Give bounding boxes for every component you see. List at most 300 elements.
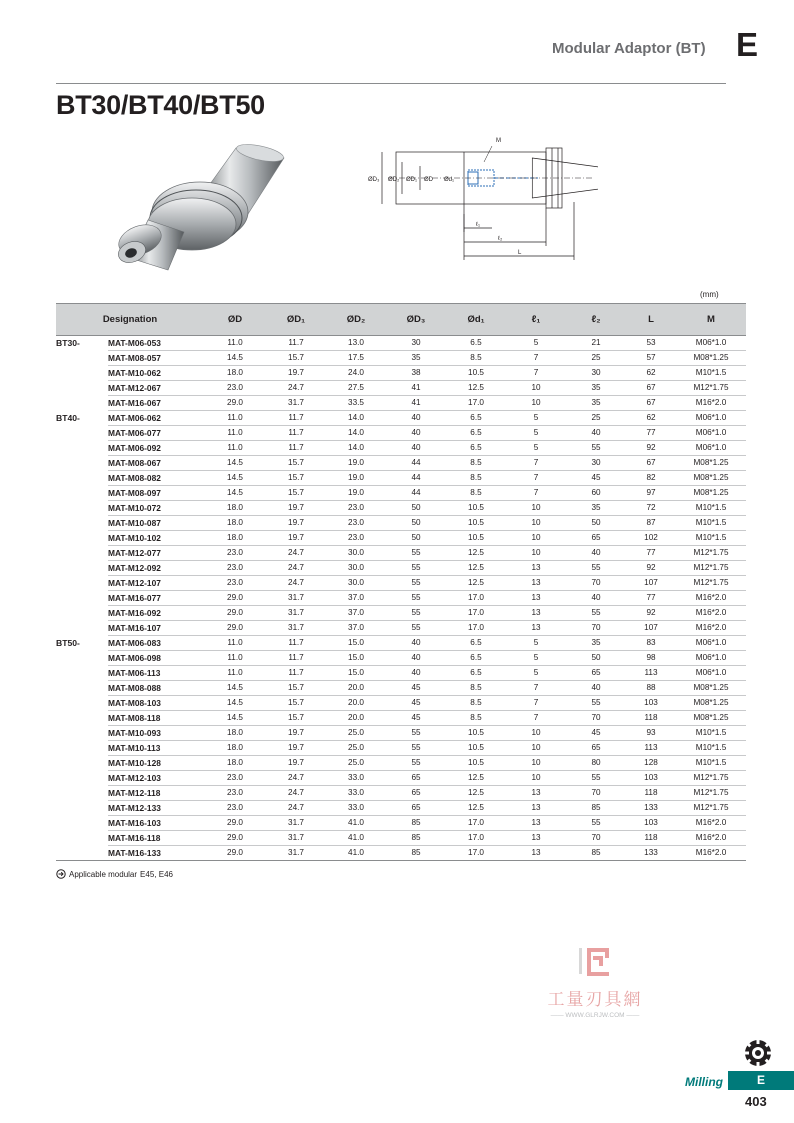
value-cell: 11.7	[266, 666, 326, 681]
value-cell: 55	[566, 696, 626, 711]
designation-cell: MAT-M06-092	[108, 441, 204, 456]
value-cell: 12.5	[446, 561, 506, 576]
value-cell: 93	[626, 726, 676, 741]
value-cell: 10	[506, 381, 566, 396]
value-cell: 82	[626, 471, 676, 486]
label-m: M	[496, 138, 501, 144]
value-cell: 19.0	[326, 471, 386, 486]
value-cell: M16*2.0	[676, 621, 746, 636]
watermark	[520, 946, 670, 1019]
label-l2: ℓ₂	[498, 236, 503, 242]
value-cell: 55	[386, 591, 446, 606]
value-cell: 62	[626, 411, 676, 426]
value-cell: 35	[566, 501, 626, 516]
value-cell: 40	[386, 426, 446, 441]
designation-cell: MAT-M12-103	[108, 771, 204, 786]
value-cell: 17.5	[326, 351, 386, 366]
value-cell: M06*1.0	[676, 411, 746, 426]
arrow-circle-icon	[56, 869, 66, 879]
table-row	[56, 396, 746, 411]
value-cell: 88	[626, 681, 676, 696]
col-m: M	[676, 304, 746, 336]
value-cell: 13	[506, 606, 566, 621]
group-label	[56, 486, 108, 501]
value-cell: 85	[566, 801, 626, 816]
value-cell: M10*1.5	[676, 501, 746, 516]
value-cell: 29.0	[204, 606, 266, 621]
designation-cell: MAT-M10-093	[108, 726, 204, 741]
table-row	[56, 531, 746, 546]
value-cell: 55	[566, 606, 626, 621]
table-row	[56, 426, 746, 441]
value-cell: M06*1.0	[676, 636, 746, 651]
table-row	[56, 366, 746, 381]
value-cell: 24.0	[326, 366, 386, 381]
value-cell: 133	[626, 846, 676, 861]
value-cell: 10.5	[446, 756, 506, 771]
designation-cell: MAT-M06-083	[108, 636, 204, 651]
value-cell: 103	[626, 771, 676, 786]
value-cell: 17.0	[446, 831, 506, 846]
value-cell: 37.0	[326, 591, 386, 606]
value-cell: 70	[566, 576, 626, 591]
value-cell: 44	[386, 486, 446, 501]
value-cell: 40	[386, 636, 446, 651]
value-cell: 15.0	[326, 636, 386, 651]
col-odd1: Ød₁	[446, 304, 506, 336]
group-label	[56, 771, 108, 786]
value-cell: 40	[386, 411, 446, 426]
value-cell: 44	[386, 471, 446, 486]
value-cell: 118	[626, 831, 676, 846]
table-header-row	[56, 304, 746, 336]
value-cell: 10	[506, 501, 566, 516]
designation-cell: MAT-M16-092	[108, 606, 204, 621]
value-cell: 25	[566, 411, 626, 426]
value-cell: 118	[626, 711, 676, 726]
value-cell: 19.7	[266, 756, 326, 771]
value-cell: 128	[626, 756, 676, 771]
value-cell: 40	[386, 441, 446, 456]
designation-cell: MAT-M16-103	[108, 816, 204, 831]
value-cell: 17.0	[446, 591, 506, 606]
value-cell: 18.0	[204, 726, 266, 741]
designation-cell: MAT-M12-092	[108, 561, 204, 576]
value-cell: 14.5	[204, 696, 266, 711]
designation-cell: MAT-M08-057	[108, 351, 204, 366]
value-cell: M06*1.0	[676, 336, 746, 351]
group-label	[56, 561, 108, 576]
group-label	[56, 756, 108, 771]
value-cell: 17.0	[446, 606, 506, 621]
value-cell: 25.0	[326, 741, 386, 756]
designation-cell: MAT-M12-077	[108, 546, 204, 561]
table-row	[56, 606, 746, 621]
value-cell: 85	[566, 846, 626, 861]
value-cell: 19.0	[326, 486, 386, 501]
value-cell: 18.0	[204, 531, 266, 546]
value-cell: 23.0	[326, 501, 386, 516]
value-cell: 41.0	[326, 846, 386, 861]
group-label: BT30-	[56, 338, 80, 349]
value-cell: M16*2.0	[676, 606, 746, 621]
value-cell: 62	[626, 366, 676, 381]
footer-section-letter: E	[728, 1071, 794, 1090]
value-cell: 13.0	[326, 336, 386, 351]
value-cell: 23.0	[326, 531, 386, 546]
value-cell: 33.0	[326, 786, 386, 801]
table-row	[56, 681, 746, 696]
value-cell: 30.0	[326, 561, 386, 576]
value-cell: 40	[566, 426, 626, 441]
value-cell: 98	[626, 651, 676, 666]
value-cell: 6.5	[446, 411, 506, 426]
value-cell: 41	[386, 381, 446, 396]
col-l: L	[626, 304, 676, 336]
group-label	[56, 666, 108, 681]
value-cell: 29.0	[204, 846, 266, 861]
value-cell: 14.0	[326, 411, 386, 426]
value-cell: 107	[626, 621, 676, 636]
group-label	[56, 591, 108, 606]
group-label	[56, 681, 108, 696]
product-photo	[108, 140, 298, 275]
value-cell: M08*1.25	[676, 486, 746, 501]
value-cell: 15.0	[326, 651, 386, 666]
value-cell: 13	[506, 621, 566, 636]
value-cell: 11.7	[266, 426, 326, 441]
value-cell: 7	[506, 351, 566, 366]
value-cell: 20.0	[326, 696, 386, 711]
value-cell: 35	[566, 396, 626, 411]
table-row	[56, 336, 746, 351]
value-cell: 55	[386, 621, 446, 636]
value-cell: 55	[566, 816, 626, 831]
value-cell: 10	[506, 756, 566, 771]
value-cell: M12*1.75	[676, 561, 746, 576]
table-row	[56, 636, 746, 651]
col-designation: Designation	[56, 304, 204, 336]
group-label	[56, 801, 108, 816]
value-cell: 50	[386, 516, 446, 531]
watermark-text: 工量刃具網	[547, 990, 643, 1010]
value-cell: M10*1.5	[676, 756, 746, 771]
watermark-logo-icon	[575, 946, 615, 978]
value-cell: 50	[566, 516, 626, 531]
value-cell: 67	[626, 381, 676, 396]
group-label	[56, 381, 108, 396]
value-cell: M10*1.5	[676, 726, 746, 741]
note-value: E45, E46	[140, 869, 173, 879]
value-cell: 87	[626, 516, 676, 531]
value-cell: 23.0	[204, 561, 266, 576]
value-cell: 11.0	[204, 411, 266, 426]
table-row	[56, 576, 746, 591]
group-label	[56, 441, 108, 456]
label-l1: ℓ₁	[476, 222, 480, 228]
value-cell: M06*1.0	[676, 426, 746, 441]
value-cell: 40	[566, 546, 626, 561]
value-cell: 33.0	[326, 801, 386, 816]
value-cell: 8.5	[446, 471, 506, 486]
value-cell: 13	[506, 591, 566, 606]
value-cell: 20.0	[326, 681, 386, 696]
value-cell: 14.0	[326, 426, 386, 441]
label-od2: ØD₂	[388, 177, 400, 183]
value-cell: 8.5	[446, 681, 506, 696]
table-row	[56, 591, 746, 606]
value-cell: 13	[506, 561, 566, 576]
table-row	[56, 501, 746, 516]
value-cell: 92	[626, 561, 676, 576]
value-cell: 8.5	[446, 456, 506, 471]
value-cell: M06*1.0	[676, 666, 746, 681]
value-cell: 14.5	[204, 456, 266, 471]
value-cell: M16*2.0	[676, 816, 746, 831]
value-cell: M12*1.75	[676, 771, 746, 786]
value-cell: 18.0	[204, 756, 266, 771]
value-cell: 11.0	[204, 666, 266, 681]
table-row	[56, 381, 746, 396]
group-label	[56, 711, 108, 726]
value-cell: M12*1.75	[676, 786, 746, 801]
value-cell: 85	[386, 816, 446, 831]
designation-cell: MAT-M16-067	[108, 396, 204, 411]
value-cell: 11.0	[204, 636, 266, 651]
table-row	[56, 726, 746, 741]
value-cell: 12.5	[446, 546, 506, 561]
value-cell: 15.7	[266, 681, 326, 696]
value-cell: 23.0	[204, 546, 266, 561]
value-cell: 19.7	[266, 516, 326, 531]
value-cell: 45	[566, 726, 626, 741]
value-cell: 7	[506, 456, 566, 471]
value-cell: 10	[506, 741, 566, 756]
designation-cell: MAT-M12-107	[108, 576, 204, 591]
value-cell: 23.0	[204, 381, 266, 396]
value-cell: 12.5	[446, 576, 506, 591]
value-cell: 10	[506, 726, 566, 741]
value-cell: 10	[506, 771, 566, 786]
table-row	[56, 741, 746, 756]
value-cell: M12*1.75	[676, 546, 746, 561]
designation-cell: MAT-M06-077	[108, 426, 204, 441]
value-cell: 65	[386, 786, 446, 801]
value-cell: 8.5	[446, 486, 506, 501]
value-cell: 10	[506, 546, 566, 561]
designation-cell: MAT-M06-053	[108, 336, 204, 351]
value-cell: 11.7	[266, 636, 326, 651]
group-label	[56, 546, 108, 561]
section-letter: E	[736, 26, 759, 63]
group-label	[56, 351, 108, 366]
value-cell: 19.7	[266, 726, 326, 741]
group-label: BT50-	[56, 638, 80, 648]
value-cell: M12*1.75	[676, 576, 746, 591]
value-cell: 17.0	[446, 621, 506, 636]
value-cell: 33.5	[326, 396, 386, 411]
value-cell: 30	[386, 336, 446, 351]
value-cell: 18.0	[204, 366, 266, 381]
value-cell: 19.7	[266, 531, 326, 546]
value-cell: 5	[506, 651, 566, 666]
value-cell: 24.7	[266, 561, 326, 576]
value-cell: 24.7	[266, 786, 326, 801]
value-cell: 30	[566, 366, 626, 381]
value-cell: 30.0	[326, 576, 386, 591]
value-cell: 19.7	[266, 741, 326, 756]
label-od3: ØD₃	[368, 177, 380, 183]
value-cell: 17.0	[446, 846, 506, 861]
value-cell: 15.7	[266, 711, 326, 726]
designation-cell: MAT-M10-102	[108, 531, 204, 546]
group-label	[56, 456, 108, 471]
table-row	[56, 471, 746, 486]
designation-cell: MAT-M16-133	[108, 846, 204, 861]
group-label	[56, 846, 108, 861]
value-cell: 18.0	[204, 741, 266, 756]
value-cell: 31.7	[266, 621, 326, 636]
value-cell: 15.7	[266, 456, 326, 471]
value-cell: 77	[626, 591, 676, 606]
value-cell: 12.5	[446, 801, 506, 816]
value-cell: 7	[506, 486, 566, 501]
value-cell: 70	[566, 786, 626, 801]
group-label	[56, 471, 108, 486]
designation-cell: MAT-M08-097	[108, 486, 204, 501]
value-cell: 12.5	[446, 381, 506, 396]
applicable-note	[56, 869, 173, 879]
value-cell: 13	[506, 831, 566, 846]
group-label	[56, 606, 108, 621]
value-cell: 35	[566, 381, 626, 396]
value-cell: 5	[506, 636, 566, 651]
value-cell: 5	[506, 411, 566, 426]
value-cell: 80	[566, 756, 626, 771]
value-cell: 37.0	[326, 606, 386, 621]
value-cell: 19.0	[326, 456, 386, 471]
page-number: 403	[745, 1094, 767, 1109]
section-title: Modular Adaptor (BT)	[552, 40, 706, 57]
value-cell: M10*1.5	[676, 531, 746, 546]
table-row	[56, 546, 746, 561]
value-cell: 30	[566, 456, 626, 471]
value-cell: 40	[566, 591, 626, 606]
value-cell: M10*1.5	[676, 516, 746, 531]
value-cell: M08*1.25	[676, 471, 746, 486]
value-cell: 55	[566, 771, 626, 786]
value-cell: 7	[506, 471, 566, 486]
value-cell: 14.5	[204, 681, 266, 696]
group-label	[56, 651, 108, 666]
value-cell: 27.5	[326, 381, 386, 396]
value-cell: 6.5	[446, 636, 506, 651]
value-cell: 92	[626, 441, 676, 456]
designation-cell: MAT-M12-133	[108, 801, 204, 816]
designation-cell: MAT-M08-103	[108, 696, 204, 711]
table-row	[56, 441, 746, 456]
table-row	[56, 516, 746, 531]
value-cell: 25.0	[326, 756, 386, 771]
label-l: L	[518, 250, 522, 256]
value-cell: 13	[506, 576, 566, 591]
designation-cell: MAT-M10-062	[108, 366, 204, 381]
value-cell: 29.0	[204, 831, 266, 846]
value-cell: 55	[566, 561, 626, 576]
value-cell: 29.0	[204, 621, 266, 636]
value-cell: M08*1.25	[676, 351, 746, 366]
value-cell: 20.0	[326, 711, 386, 726]
value-cell: 113	[626, 666, 676, 681]
group-label	[56, 426, 108, 441]
value-cell: 23.0	[204, 771, 266, 786]
value-cell: M10*1.5	[676, 741, 746, 756]
value-cell: 55	[386, 576, 446, 591]
watermark-url: —— WWW.GLRJW.COM ——	[550, 1012, 640, 1019]
table-row	[56, 771, 746, 786]
value-cell: 13	[506, 801, 566, 816]
value-cell: 7	[506, 711, 566, 726]
group-label	[56, 816, 108, 831]
col-l2: ℓ₂	[566, 304, 626, 336]
value-cell: 77	[626, 546, 676, 561]
value-cell: 31.7	[266, 831, 326, 846]
value-cell: 11.0	[204, 336, 266, 351]
value-cell: 31.7	[266, 816, 326, 831]
label-odd1: Ød₁	[444, 177, 455, 183]
value-cell: 55	[386, 546, 446, 561]
group-label	[56, 576, 108, 591]
value-cell: 31.7	[266, 846, 326, 861]
value-cell: 60	[566, 486, 626, 501]
value-cell: M12*1.75	[676, 801, 746, 816]
value-cell: 83	[626, 636, 676, 651]
spec-table	[56, 303, 746, 861]
value-cell: 50	[386, 501, 446, 516]
designation-cell: MAT-M16-077	[108, 591, 204, 606]
value-cell: 25	[566, 351, 626, 366]
value-cell: 5	[506, 336, 566, 351]
group-label	[56, 516, 108, 531]
value-cell: 65	[566, 741, 626, 756]
designation-cell: MAT-M08-118	[108, 711, 204, 726]
table-row	[56, 561, 746, 576]
value-cell: 24.7	[266, 801, 326, 816]
value-cell: 24.7	[266, 771, 326, 786]
value-cell: 10	[506, 531, 566, 546]
group-label	[56, 531, 108, 546]
designation-cell: MAT-M06-062	[108, 411, 204, 426]
designation-cell: MAT-M08-067	[108, 456, 204, 471]
header-rule	[56, 83, 726, 84]
value-cell: M08*1.25	[676, 711, 746, 726]
value-cell: M16*2.0	[676, 591, 746, 606]
designation-cell: MAT-M10-113	[108, 741, 204, 756]
value-cell: 29.0	[204, 816, 266, 831]
group-label: BT40-	[56, 413, 80, 423]
value-cell: 6.5	[446, 651, 506, 666]
col-l1: ℓ₁	[506, 304, 566, 336]
value-cell: 44	[386, 456, 446, 471]
value-cell: 65	[386, 801, 446, 816]
designation-cell: MAT-M08-082	[108, 471, 204, 486]
value-cell: 107	[626, 576, 676, 591]
value-cell: 11.7	[266, 411, 326, 426]
value-cell: 11.0	[204, 651, 266, 666]
value-cell: 15.7	[266, 471, 326, 486]
value-cell: 65	[566, 666, 626, 681]
value-cell: 23.0	[204, 786, 266, 801]
